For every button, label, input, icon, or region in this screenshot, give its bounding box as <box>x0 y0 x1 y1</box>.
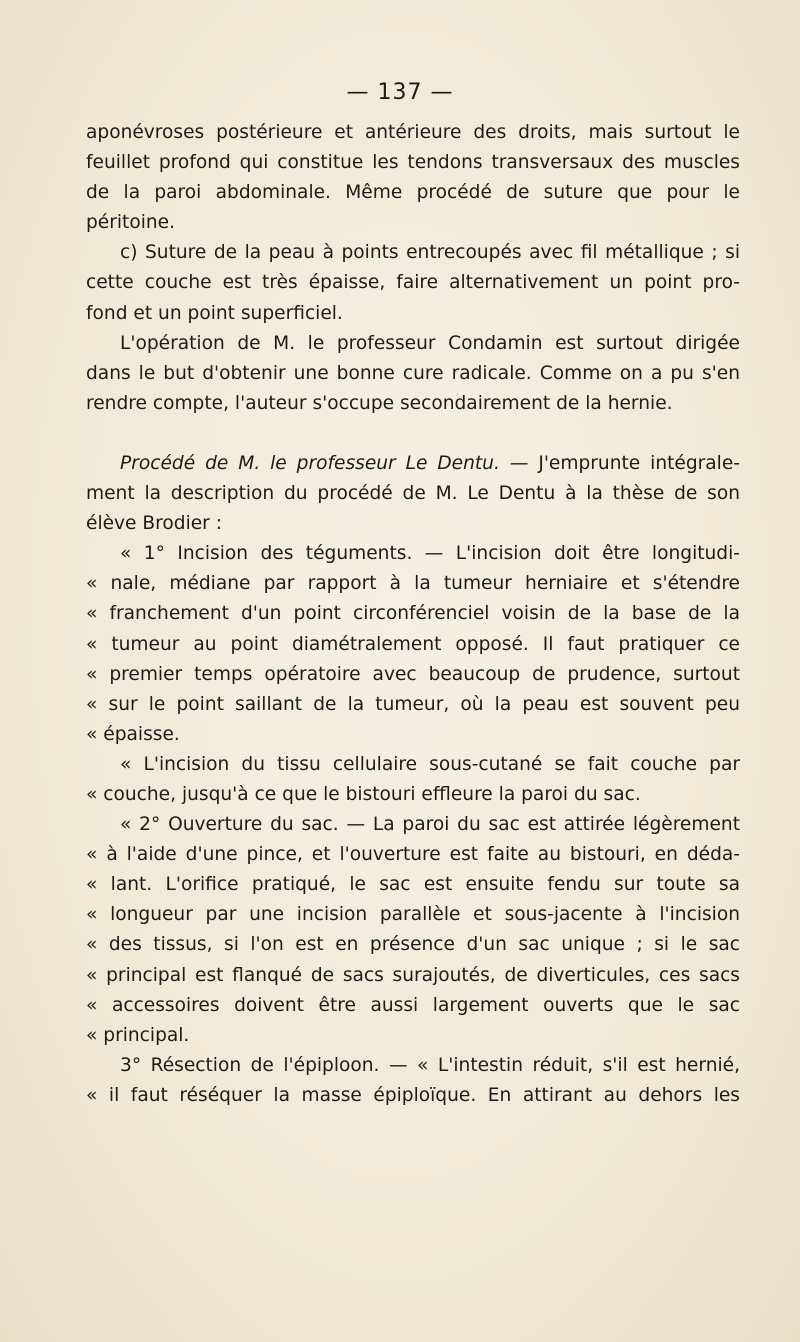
text-line: dans le but d'obtenir une bonne cure radicale. Comme on a pu s'en <box>86 362 740 384</box>
text-line: « principal. <box>86 1024 190 1046</box>
text-line: aponévroses postérieure et antérieure des droits, mais surtout le <box>86 122 740 143</box>
text-line: « accessoires doivent être aussi largement ouverts que le sac <box>86 994 740 1016</box>
text-line: « tumeur au point diamétralement opposé. Il faut pratiquer ce <box>86 633 740 655</box>
text-line: « il faut réséquer la masse épiploïque. En attirant au dehors les <box>86 1084 740 1106</box>
text-line: « à l'aide d'une pince, et l'ouverture est faite au bistouri, en déda- <box>86 844 740 866</box>
text-line <box>86 449 740 479</box>
section-heading: Procédé de M. le professeur Le Dentu. <box>120 452 500 474</box>
text-line: rendre compte, l'auteur s'occupe secondairement de la hernie. <box>86 392 673 414</box>
text-line: « premier temps opératoire avec beaucoup de prudence, surtout <box>86 663 740 685</box>
text-line: « lant. L'orifice pratiqué, le sac est ensuite fendu sur toute sa <box>86 874 740 896</box>
text-line: 3° Résection de l'épiploon. — « L'intestin réduit, s'il est hernié, <box>120 1054 740 1076</box>
text-line: fond et un point superficiel. <box>86 302 343 324</box>
text-line: feuillet profond qui constitue les tendons transversaux des muscles <box>86 152 740 174</box>
text-line: de la paroi abdominale. Même procédé de suture que pour le <box>86 182 740 204</box>
text-line: « 2° Ouverture du sac. — La paroi du sac est attirée légèrement <box>120 814 740 836</box>
paragraph-gap <box>86 419 740 449</box>
text-line: « épaisse. <box>86 723 180 745</box>
text-line: « des tissus, si l'on est en présence d'un sac unique ; si le sac <box>86 934 740 956</box>
text-line: « L'incision du tissu cellulaire sous-cutané se fait couche par <box>120 753 740 775</box>
text-line: « sur le point saillant de la tumeur, où la peau est souvent peu <box>86 693 740 715</box>
text-line: péritoine. <box>86 212 176 234</box>
text-line: « nale, médiane par rapport à la tumeur herniaire et s'étendre <box>86 573 740 595</box>
text-line: « franchement d'un point circonférenciel voisin de la base de la <box>86 603 740 625</box>
text-line: « principal est flanqué de sacs surajoutés, de diverticules, ces sacs <box>86 964 740 986</box>
body-text <box>86 118 740 1111</box>
text-line: cette couche est très épaisse, faire alternativement un point pro- <box>86 272 740 294</box>
page-number: — 137 — <box>346 80 454 105</box>
text-line: « longueur par une incision parallèle et sous-jacente à l'incision <box>86 904 740 926</box>
heading-continuation: — J'emprunte intégrale- <box>499 452 740 474</box>
text-line: « 1° Incision des téguments. — L'incision doit être longitudi- <box>120 543 740 565</box>
text-line: « couche, jusqu'à ce que le bistouri effleure la paroi du sac. <box>86 783 641 805</box>
text-line: ment la description du procédé de M. Le Dentu à la thèse de son <box>86 483 740 505</box>
text-line: élève Brodier : <box>86 513 222 535</box>
text-line: L'opération de M. le professeur Condamin est surtout dirigée <box>120 332 740 354</box>
text-line: c) Suture de la peau à points entrecoupés avec fil métallique ; si <box>120 242 740 264</box>
